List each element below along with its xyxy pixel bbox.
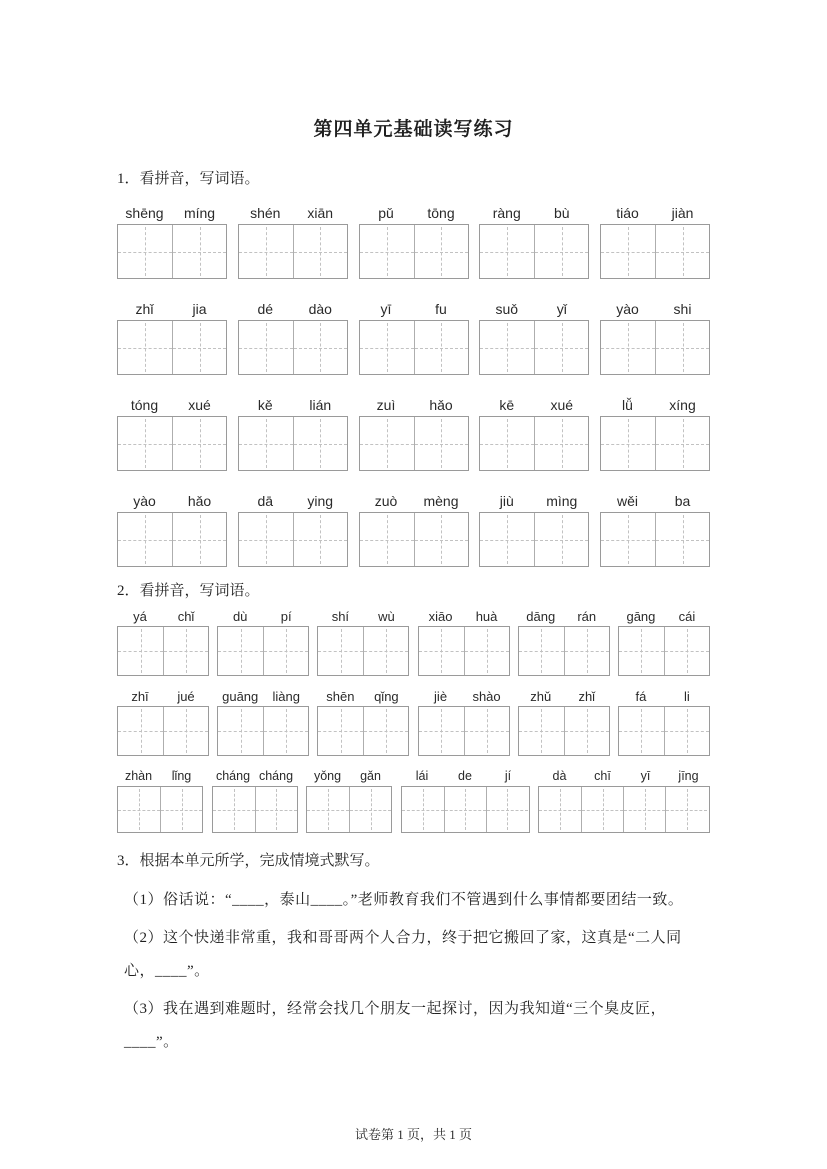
pinyin-syllable: huà	[475, 609, 498, 624]
writing-cell	[360, 417, 414, 470]
pinyin-syllable: ràng	[492, 205, 521, 221]
question-item-2: （2）这个快递非常重，我和哥哥两个人合力，终于把它搬回了家，这真是“二人同心，____”。	[124, 930, 682, 979]
pinyin-row	[117, 397, 710, 471]
writing-cell	[118, 321, 172, 374]
pinyin-row	[117, 301, 710, 375]
pinyin-syllable: dé	[257, 301, 274, 317]
writing-boxes	[117, 706, 209, 756]
pinyin-syllable: fu	[435, 301, 447, 317]
pinyin-syllable: jué	[177, 689, 195, 704]
writing-boxes	[117, 512, 227, 567]
writing-boxes	[600, 512, 710, 567]
writing-boxes	[317, 706, 409, 756]
pinyin-word-group	[479, 397, 589, 471]
page-footer: 试卷第 1 页，共 1 页	[354, 1127, 472, 1142]
pinyin-word-group	[600, 205, 710, 279]
writing-cell	[655, 513, 709, 566]
writing-cell	[360, 321, 414, 374]
pinyin-syllable: dào	[308, 301, 332, 317]
writing-cell	[293, 321, 347, 374]
pinyin-labels	[600, 493, 710, 510]
pinyin-syllable: yào	[616, 301, 639, 317]
pinyin-syllable: ying	[307, 493, 334, 509]
writing-cell	[255, 787, 297, 832]
pinyin-word-group	[117, 609, 209, 676]
pinyin-word-group	[238, 301, 348, 375]
pinyin-syllable: zhī	[131, 689, 149, 704]
pinyin-labels	[518, 609, 610, 624]
writing-cell	[160, 787, 202, 832]
writing-cell	[363, 627, 408, 675]
writing-cell	[480, 513, 534, 566]
pinyin-word-group	[538, 769, 710, 833]
pinyin-syllable: jiàn	[671, 205, 694, 221]
writing-cell	[349, 787, 391, 832]
writing-cell	[664, 707, 709, 755]
writing-cell	[163, 707, 208, 755]
writing-boxes	[117, 224, 227, 279]
pinyin-word-group	[238, 397, 348, 471]
pinyin-word-group	[117, 205, 227, 279]
pinyin-syllable: kē	[499, 397, 515, 413]
writing-boxes	[359, 320, 469, 375]
pinyin-word-group	[600, 493, 710, 567]
pinyin-syllable: yī	[380, 301, 392, 317]
pinyin-syllable: shēng	[125, 205, 164, 221]
pinyin-labels	[618, 689, 710, 704]
pinyin-syllable: shēn	[326, 689, 355, 704]
writing-cell	[118, 225, 172, 278]
writing-cell	[601, 417, 655, 470]
writing-cell	[118, 627, 163, 675]
pinyin-labels	[479, 493, 589, 510]
writing-cell	[414, 225, 468, 278]
pinyin-word-group	[479, 205, 589, 279]
pinyin-labels	[600, 301, 710, 318]
pinyin-labels	[418, 609, 510, 624]
pinyin-syllable: míng	[183, 205, 216, 221]
writing-boxes	[238, 512, 348, 567]
writing-boxes	[217, 706, 309, 756]
writing-cell	[619, 627, 664, 675]
pinyin-row	[117, 493, 710, 567]
writing-cell	[601, 513, 655, 566]
writing-boxes	[538, 786, 710, 833]
writing-cell	[172, 513, 226, 566]
pinyin-syllable: zhàn	[124, 769, 153, 783]
writing-boxes	[117, 416, 227, 471]
pinyin-syllable: xiān	[307, 205, 334, 221]
writing-boxes	[117, 320, 227, 375]
writing-cell	[318, 627, 363, 675]
writing-cell	[363, 707, 408, 755]
pinyin-syllable: pí	[280, 609, 292, 624]
pinyin-syllable: dù	[232, 609, 248, 624]
pinyin-row	[117, 609, 710, 676]
writing-cell	[564, 707, 609, 755]
writing-boxes	[479, 512, 589, 567]
pinyin-labels	[117, 205, 227, 222]
pinyin-syllable: tóng	[130, 397, 159, 413]
writing-cell	[464, 627, 509, 675]
pinyin-syllable: hǎo	[187, 493, 212, 509]
pinyin-syllable: jí	[504, 769, 512, 783]
writing-cell	[655, 417, 709, 470]
writing-cell	[464, 707, 509, 755]
writing-boxes	[479, 320, 589, 375]
pinyin-word-group	[217, 609, 309, 676]
pinyin-syllable: mèng	[423, 493, 459, 509]
pinyin-labels	[238, 493, 348, 510]
pinyin-word-group	[217, 689, 309, 756]
pinyin-row	[117, 769, 710, 833]
writing-cell	[118, 707, 163, 755]
pinyin-labels	[317, 689, 409, 704]
writing-cell	[480, 417, 534, 470]
pinyin-syllable: jiè	[434, 689, 448, 704]
pinyin-word-group	[600, 397, 710, 471]
writing-cell	[360, 513, 414, 566]
writing-cell	[534, 225, 588, 278]
pinyin-syllable: jia	[192, 301, 207, 317]
pinyin-syllable: xué	[188, 397, 211, 413]
pinyin-syllable: yī	[640, 769, 651, 783]
pinyin-labels	[359, 397, 469, 414]
pinyin-syllable: tōng	[427, 205, 455, 221]
pinyin-syllable: qǐng	[374, 689, 399, 704]
pinyin-syllable: zhǔ	[530, 689, 552, 704]
pinyin-labels	[217, 609, 309, 624]
writing-cell	[163, 627, 208, 675]
pinyin-word-group	[418, 689, 510, 756]
writing-cell	[118, 787, 160, 832]
pinyin-syllable: gǎn	[360, 769, 381, 783]
writing-boxes	[212, 786, 298, 833]
pinyin-word-group	[317, 689, 409, 756]
writing-cell	[293, 225, 347, 278]
pinyin-word-group	[518, 609, 610, 676]
writing-cell	[534, 321, 588, 374]
section-3-question-list	[117, 884, 710, 1059]
writing-boxes	[600, 416, 710, 471]
writing-cell	[419, 627, 464, 675]
pinyin-syllable: wěi	[616, 493, 638, 509]
question-item-3: （3）我在遇到难题时，经常会找几个朋友一起探讨，因为我知道“三个臭皮匠，____”。	[124, 1001, 667, 1050]
writing-cell	[480, 321, 534, 374]
pinyin-syllable: jiù	[499, 493, 514, 509]
pinyin-syllable: yǐ	[556, 301, 567, 317]
writing-cell	[486, 787, 528, 832]
pinyin-word-group	[479, 493, 589, 567]
pinyin-syllable: tiáo	[616, 205, 639, 221]
pinyin-syllable: chī	[594, 769, 611, 783]
writing-boxes	[217, 626, 309, 676]
pinyin-syllable: yào	[133, 493, 156, 509]
pinyin-word-group	[479, 301, 589, 375]
pinyin-labels	[600, 205, 710, 222]
pinyin-labels	[618, 609, 710, 624]
writing-cell	[172, 417, 226, 470]
pinyin-syllable: zuì	[376, 397, 396, 413]
pinyin-row	[117, 689, 710, 756]
pinyin-syllable: li	[684, 689, 690, 704]
section-2-pinyin-grid	[117, 609, 710, 833]
writing-cell	[665, 787, 707, 832]
pinyin-labels	[238, 301, 348, 318]
pinyin-word-group	[117, 493, 227, 567]
writing-cell	[414, 321, 468, 374]
writing-boxes	[359, 416, 469, 471]
writing-boxes	[600, 224, 710, 279]
writing-cell	[601, 321, 655, 374]
writing-cell	[419, 707, 464, 755]
pinyin-word-group	[117, 301, 227, 375]
writing-cell	[213, 787, 255, 832]
pinyin-labels	[401, 769, 530, 784]
writing-cell	[534, 513, 588, 566]
writing-boxes	[306, 786, 392, 833]
pinyin-syllable: xué	[550, 397, 574, 413]
pinyin-word-group	[618, 609, 710, 676]
pinyin-labels	[479, 205, 589, 222]
pinyin-labels	[317, 609, 409, 624]
pinyin-labels	[238, 205, 348, 222]
pinyin-syllable: shí	[331, 609, 350, 624]
pinyin-syllable: lǐng	[171, 769, 192, 783]
writing-boxes	[618, 706, 710, 756]
pinyin-word-group	[238, 493, 348, 567]
pinyin-syllable: liàng	[272, 689, 300, 704]
writing-cell	[534, 417, 588, 470]
pinyin-word-group	[117, 397, 227, 471]
writing-cell	[118, 417, 172, 470]
writing-cell	[239, 225, 293, 278]
pinyin-syllable: dà	[552, 769, 567, 783]
writing-boxes	[117, 786, 203, 833]
writing-cell	[172, 321, 226, 374]
pinyin-syllable: rán	[577, 609, 597, 624]
pinyin-syllable: de	[458, 769, 472, 783]
pinyin-syllable: shào	[472, 689, 501, 704]
pinyin-word-group	[359, 301, 469, 375]
pinyin-word-group	[317, 609, 409, 676]
writing-cell	[307, 787, 349, 832]
writing-cell	[218, 627, 263, 675]
pinyin-word-group	[618, 689, 710, 756]
pinyin-syllable: shén	[250, 205, 281, 221]
writing-cell	[318, 707, 363, 755]
writing-boxes	[418, 626, 510, 676]
writing-cell	[564, 627, 609, 675]
writing-boxes	[418, 706, 510, 756]
pinyin-syllable: lǚ	[622, 397, 633, 413]
writing-cell	[480, 225, 534, 278]
pinyin-syllable: hǎo	[429, 397, 453, 413]
writing-cell	[118, 513, 172, 566]
pinyin-labels	[359, 205, 469, 222]
section-1-pinyin-grid	[117, 205, 710, 567]
writing-cell	[414, 513, 468, 566]
pinyin-labels	[479, 301, 589, 318]
writing-cell	[239, 417, 293, 470]
writing-cell	[293, 417, 347, 470]
pinyin-word-group	[359, 397, 469, 471]
writing-cell	[444, 787, 486, 832]
writing-boxes	[317, 626, 409, 676]
pinyin-labels	[217, 689, 309, 704]
pinyin-word-group	[359, 493, 469, 567]
pinyin-syllable: chǐ	[177, 609, 195, 624]
pinyin-syllable: pǔ	[378, 205, 394, 221]
pinyin-syllable: yá	[133, 609, 147, 624]
pinyin-syllable: mìng	[546, 493, 578, 509]
pinyin-syllable: suǒ	[495, 301, 519, 317]
pinyin-word-group	[359, 205, 469, 279]
pinyin-syllable: lái	[415, 769, 429, 783]
writing-boxes	[238, 224, 348, 279]
pinyin-labels	[117, 397, 227, 414]
writing-cell	[601, 225, 655, 278]
writing-boxes	[238, 320, 348, 375]
section-1-heading: 1．看拼音，写词语。	[117, 171, 260, 187]
pinyin-syllable: lián	[309, 397, 332, 413]
writing-boxes	[117, 626, 209, 676]
pinyin-word-group	[117, 689, 209, 756]
pinyin-syllable: guāng	[222, 689, 259, 704]
pinyin-syllable: cháng	[215, 769, 251, 783]
pinyin-labels	[518, 689, 610, 704]
pinyin-syllable: fá	[635, 689, 647, 704]
pinyin-labels	[359, 301, 469, 318]
writing-boxes	[479, 416, 589, 471]
pinyin-word-group	[238, 205, 348, 279]
pinyin-syllable: kě	[257, 397, 273, 413]
pinyin-word-group	[212, 769, 298, 833]
writing-cell	[664, 627, 709, 675]
writing-cell	[519, 707, 564, 755]
writing-boxes	[359, 224, 469, 279]
writing-cell	[263, 627, 308, 675]
writing-cell	[623, 787, 665, 832]
pinyin-syllable: bù	[553, 205, 570, 221]
writing-cell	[402, 787, 444, 832]
pinyin-labels	[238, 397, 348, 414]
pinyin-syllable: ba	[674, 493, 691, 509]
pinyin-syllable: zhǐ	[135, 301, 154, 317]
writing-cell	[539, 787, 581, 832]
pinyin-labels	[359, 493, 469, 510]
pinyin-labels	[117, 301, 227, 318]
pinyin-labels	[538, 769, 710, 784]
writing-cell	[619, 707, 664, 755]
writing-boxes	[518, 706, 610, 756]
writing-boxes	[238, 416, 348, 471]
section-3-heading: 3．根据本单元所学，完成情境式默写。	[117, 853, 380, 869]
pinyin-syllable: xíng	[669, 397, 696, 413]
writing-boxes	[359, 512, 469, 567]
writing-cell	[655, 225, 709, 278]
writing-cell	[581, 787, 623, 832]
pinyin-word-group	[600, 301, 710, 375]
pinyin-labels	[479, 397, 589, 414]
pinyin-syllable: yǒng	[313, 769, 342, 783]
pinyin-syllable: xiāo	[428, 609, 453, 624]
writing-boxes	[401, 786, 530, 833]
pinyin-syllable: shi	[673, 301, 692, 317]
pinyin-labels	[117, 689, 209, 704]
writing-boxes	[518, 626, 610, 676]
pinyin-labels	[117, 769, 203, 784]
page-title: 第四单元基础读写练习	[313, 119, 514, 140]
pinyin-word-group	[401, 769, 530, 833]
writing-cell	[414, 417, 468, 470]
pinyin-syllable: zhǐ	[578, 689, 596, 704]
pinyin-syllable: gāng	[626, 609, 656, 624]
pinyin-syllable: dāng	[526, 609, 556, 624]
writing-boxes	[479, 224, 589, 279]
pinyin-syllable: cái	[678, 609, 696, 624]
pinyin-word-group	[306, 769, 392, 833]
writing-cell	[218, 707, 263, 755]
writing-cell	[239, 321, 293, 374]
question-item-1: （1）俗话说：“____，泰山____。”老师教育我们不管遇到什么事情都要团结一致。	[124, 892, 684, 908]
pinyin-word-group	[518, 689, 610, 756]
writing-cell	[172, 225, 226, 278]
pinyin-labels	[212, 769, 298, 784]
pinyin-word-group	[117, 769, 203, 833]
writing-cell	[360, 225, 414, 278]
pinyin-word-group	[418, 609, 510, 676]
pinyin-syllable: jīng	[678, 769, 699, 783]
writing-boxes	[618, 626, 710, 676]
pinyin-labels	[117, 609, 209, 624]
pinyin-syllable: wù	[378, 609, 395, 624]
pinyin-syllable: cháng	[258, 769, 294, 783]
writing-cell	[293, 513, 347, 566]
section-2-heading: 2．看拼音，写词语。	[117, 583, 260, 599]
writing-cell	[655, 321, 709, 374]
pinyin-labels	[306, 769, 392, 784]
pinyin-labels	[117, 493, 227, 510]
writing-boxes	[600, 320, 710, 375]
pinyin-syllable: dā	[257, 493, 274, 509]
pinyin-row	[117, 205, 710, 279]
writing-cell	[239, 513, 293, 566]
pinyin-labels	[600, 397, 710, 414]
writing-cell	[263, 707, 308, 755]
pinyin-labels	[418, 689, 510, 704]
writing-cell	[519, 627, 564, 675]
pinyin-syllable: zuò	[374, 493, 398, 509]
